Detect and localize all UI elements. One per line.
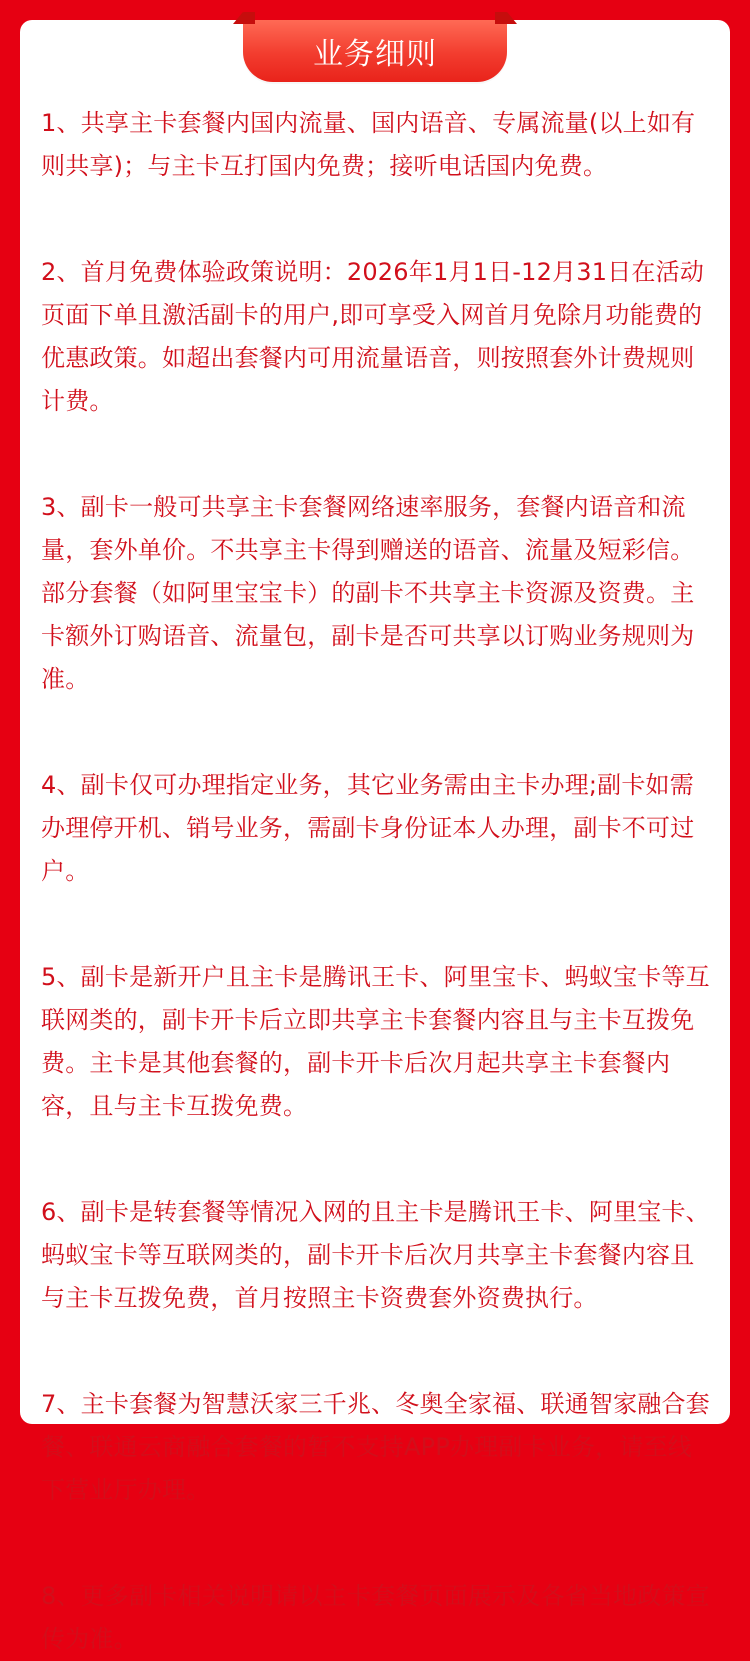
section-title-tab xyxy=(243,20,507,82)
rule-item-8: 8、更多副卡相关说明请以主卡套餐页面展示及各省当地政策宣传为准。 xyxy=(41,1582,710,1653)
rule-item-1: 1、共享主卡套餐内国内流量、国内语音、专属流量(以上如有则共享)；与主卡互打国内免费；接听电话国内免费。 xyxy=(41,109,696,180)
rule-item-3: 3、副卡一般可共享主卡套餐网络速率服务，套餐内语音和流量，套外单价。不共享主卡得到赠送的语音、流量及短彩信。部分套餐（如阿里宝宝卡）的副卡不共享主卡资源及资费。主卡额外订购语音、流量包，副卡是否可共享以订购业务规则为准。 xyxy=(41,493,695,693)
rules-list xyxy=(41,102,710,1661)
rule-item-5: 5、副卡是新开户且主卡是腾讯王卡、阿里宝卡、蚂蚁宝卡等互联网类的，副卡开卡后立即共享主卡套餐内容且与主卡互拨免费。主卡是其他套餐的，副卡开卡后次月起共享主卡套餐内容，且与主卡互拨免费。 xyxy=(41,963,710,1120)
rule-item-7: 7、主卡套餐为智慧沃家三千兆、冬奥全家福、联通智家融合套餐、联通云商融合套餐的暂不支持APP办理副卡业务，请至线下营业厅办理。 xyxy=(41,1390,710,1504)
rule-item-2: 2、首月免费体验政策说明：2026年1月1日-12月31日在活动页面下单且激活副卡的用户,即可享受入网首月免除月功能费的优惠政策。如超出套餐内可用流量语音，则按照套外计费规则计费。 xyxy=(41,258,705,415)
rules-card xyxy=(20,20,730,1653)
rule-item-6: 6、副卡是转套餐等情况入网的且主卡是腾讯王卡、阿里宝卡、蚂蚁宝卡等互联网类的，副卡开卡后次月共享主卡套餐内容且与主卡互拨免费，首月按照主卡资费套外资费执行。 xyxy=(41,1198,710,1312)
rule-item-4: 4、副卡仅可办理指定业务，其它业务需由主卡办理;副卡如需办理停开机、销号业务，需副卡身份证本人办理，副卡不可过户。 xyxy=(41,771,695,885)
page-title: 业务细则 xyxy=(313,37,437,72)
